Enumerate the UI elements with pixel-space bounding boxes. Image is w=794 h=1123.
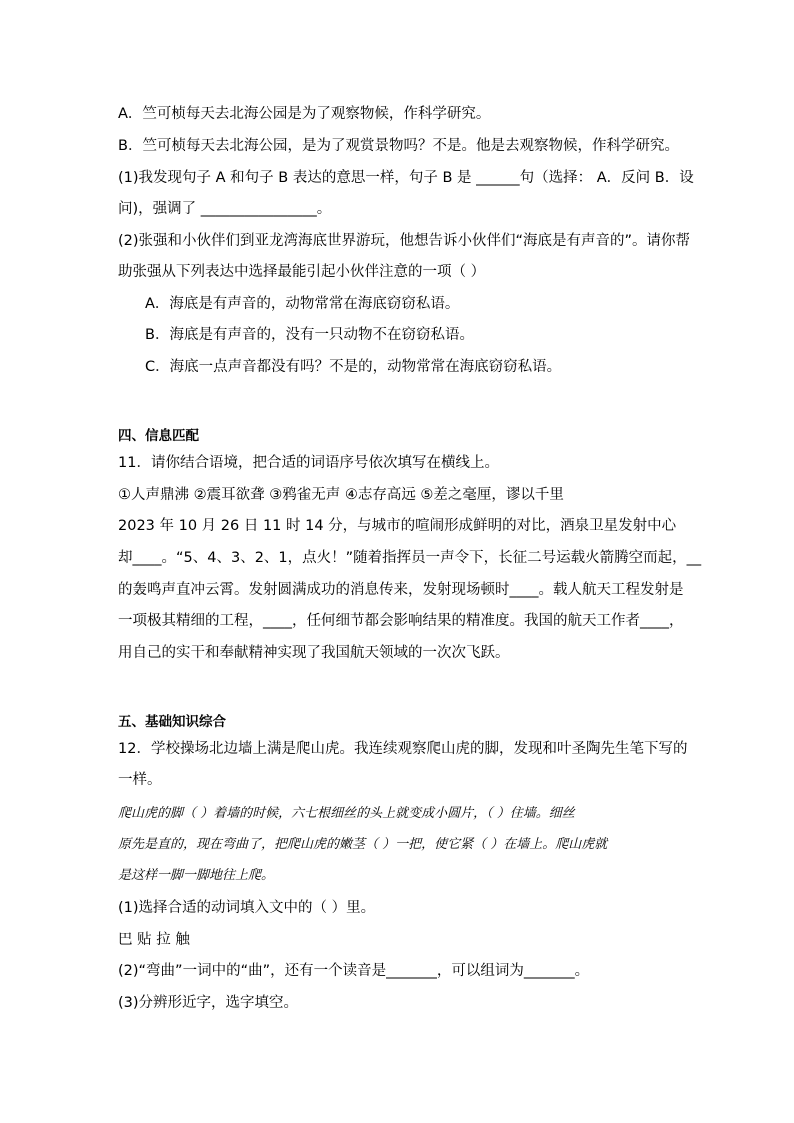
subquestion-2-line-1: (2)张强和小伙伴们到亚龙湾海底世界游玩，他想告诉小伙伴们“海底是有声音的”。请你帮	[118, 233, 691, 249]
subquestion-1-line-2: 问)，强调了 ________________。	[118, 201, 332, 217]
section-4-heading: 四、信息匹配	[118, 428, 199, 444]
section-5-heading: 五、基础知识综合	[118, 714, 226, 730]
option-b: B．海底是有声音的，没有一只动物不在窃窃私语。	[145, 327, 474, 343]
question-11-line-3: 的轰鸣声直冲云霄。发射圆满成功的消息传来，发射现场顿时____。载人航天工程发射是	[118, 582, 684, 598]
passage-line-1: 爬山虎的脚（ ）着墙的时候，六七根细丝的头上就变成小圆片，（ ）住墙。细丝	[118, 806, 575, 821]
word-bank: 巴 贴 拉 触	[118, 932, 190, 948]
question-11-line-2: 却____。“5、4、3、2、1，点火！”随着指挥员一声令下，长征二号运载火箭腾空而起，__	[118, 550, 702, 566]
question-11-prompt: 11．请你结合语境，把合适的词语序号依次填写在横线上。	[118, 455, 499, 471]
passage-line-3: 是这样一脚一脚地往上爬。	[118, 868, 275, 883]
subquestion-2-line-2: 助张强从下列表达中选择最能引起小伙伴注意的一项（ ）	[118, 264, 486, 280]
question-11-line-5: 用自己的实干和奉献精神实现了我国航天领域的一次次飞跃。	[118, 645, 510, 661]
question-12-line-2: 一样。	[118, 772, 162, 788]
question-11-options: ①人声鼎沸 ②震耳欲聋 ③鸦雀无声 ④志存高远 ⑤差之毫厘，谬以千里	[118, 487, 564, 503]
question-12-sub-2: (2)“弯曲”一词中的“曲”，还有一个读音是_______，可以组词为_______。	[118, 963, 590, 979]
question-12-sub-3: (3)分辨形近字，选字填空。	[118, 995, 299, 1011]
option-c: C．海底一点声音都没有吗？不是的，动物常常在海底窃窃私语。	[145, 359, 562, 375]
question-12-line-1: 12．学校操场北边墙上满是爬山虎。我连续观察爬山虎的脚，发现和叶圣陶先生笔下写的	[118, 741, 688, 757]
sentence-b: B．竺可桢每天去北海公园，是为了观赏景物吗？不是。他是去观察物候，作科学研究。	[118, 138, 679, 154]
option-a: A．海底是有声音的，动物常常在海底窃窃私语。	[145, 296, 460, 312]
sentence-a: A．竺可桢每天去北海公园是为了观察物候，作科学研究。	[118, 106, 491, 122]
question-12-sub-1: (1)选择合适的动词填入文中的（ ）里。	[118, 900, 376, 916]
subquestion-1-line-1: (1)我发现句子 A 和句子 B 表达的意思一样，句子 B 是 ______句（选择： A．反问 B．设	[118, 170, 694, 186]
question-11-line-1: 2023 年 10 月 26 日 11 时 14 分，与城市的喧闹形成鲜明的对比，酒泉卫星发射中心	[118, 518, 677, 534]
question-11-line-4: 一项极其精细的工程，____，任何细节都会影响结果的精准度。我国的航天工作者____，	[118, 613, 684, 629]
passage-line-2: 原先是直的，现在弯曲了，把爬山虎的嫩茎（ ）一把，使它紧（ ）在墙上。爬山虎就	[118, 837, 608, 852]
